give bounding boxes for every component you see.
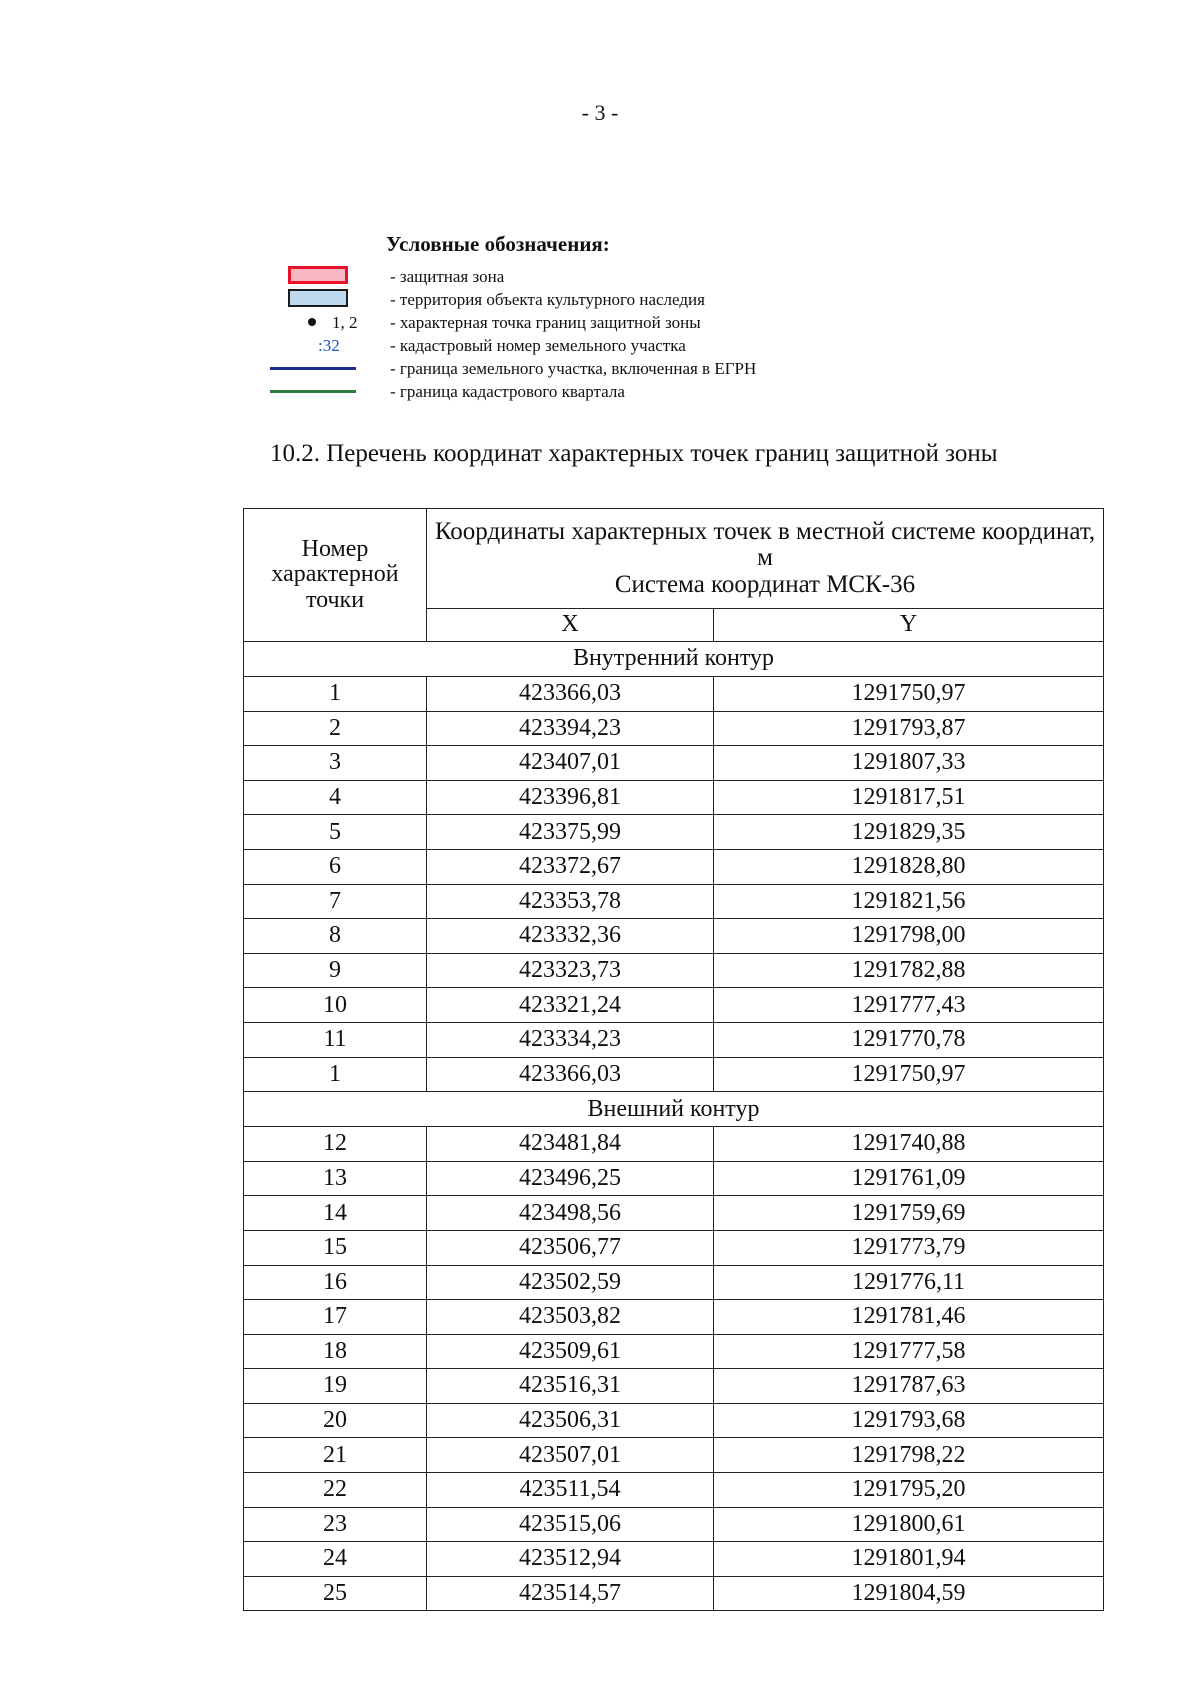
y-coordinate-cell: 1291782,88 <box>714 953 1104 988</box>
y-coordinate-cell: 1291798,22 <box>714 1438 1104 1473</box>
point-number-cell: 15 <box>244 1230 427 1265</box>
point-number-cell: 2 <box>244 711 427 746</box>
y-coordinate-cell: 1291828,80 <box>714 849 1104 884</box>
point-number-cell: 8 <box>244 919 427 954</box>
point-number-cell: 21 <box>244 1438 427 1473</box>
table-body <box>244 642 1104 1611</box>
table-row <box>244 1127 1104 1162</box>
table-row <box>244 953 1104 988</box>
page-number: - 3 - <box>581 100 619 125</box>
legend-item-heritage-territory <box>270 289 910 311</box>
blue-line-icon <box>270 367 356 370</box>
y-coordinate-cell: 1291781,46 <box>714 1300 1104 1335</box>
y-coordinate-cell: 1291793,87 <box>714 711 1104 746</box>
x-coordinate-cell: 423507,01 <box>427 1438 714 1473</box>
legend-item-label: - характерная точка границ защитной зоны <box>390 313 701 332</box>
y-coordinate-cell: 1291777,58 <box>714 1334 1104 1369</box>
legend-item-label: - граница кадастрового квартала <box>390 382 625 401</box>
point-marker-icon <box>308 318 316 326</box>
header-coordinates <box>427 509 1104 609</box>
table-row <box>244 780 1104 815</box>
table-row <box>244 919 1104 954</box>
legend-item-point-marker <box>270 312 910 334</box>
x-coordinate-cell: 423502,59 <box>427 1265 714 1300</box>
table-row <box>244 1369 1104 1404</box>
x-coordinate-cell: 423481,84 <box>427 1127 714 1162</box>
point-number-cell: 20 <box>244 1403 427 1438</box>
y-coordinate-cell: 1291798,00 <box>714 919 1104 954</box>
x-coordinate-cell: 423498,56 <box>427 1196 714 1231</box>
table-row <box>244 711 1104 746</box>
point-number-cell: 17 <box>244 1300 427 1335</box>
point-number-cell: 13 <box>244 1161 427 1196</box>
table-row <box>244 1057 1104 1092</box>
y-coordinate-cell: 1291740,88 <box>714 1127 1104 1162</box>
legend-item-label: - граница земельного участка, включенная в ЕГРН <box>390 359 757 378</box>
y-coordinate-cell: 1291801,94 <box>714 1542 1104 1577</box>
y-coordinate-cell: 1291773,79 <box>714 1230 1104 1265</box>
point-number-cell: 1 <box>244 677 427 712</box>
point-number-cell: 24 <box>244 1542 427 1577</box>
table-row <box>244 849 1104 884</box>
y-coordinate-cell: 1291777,43 <box>714 988 1104 1023</box>
table-row <box>244 1161 1104 1196</box>
point-number-cell: 1 <box>244 1057 427 1092</box>
x-coordinate-cell: 423511,54 <box>427 1473 714 1508</box>
y-coordinate-cell: 1291807,33 <box>714 746 1104 781</box>
x-coordinate-cell: 423503,82 <box>427 1300 714 1335</box>
table-row <box>244 988 1104 1023</box>
x-coordinate-cell: 423515,06 <box>427 1507 714 1542</box>
y-coordinate-cell: 1291776,11 <box>714 1265 1104 1300</box>
legend-title: Условные обозначения: <box>386 232 610 256</box>
table-row <box>244 884 1104 919</box>
legend-item-label: - территория объекта культурного наследия <box>390 290 705 309</box>
y-coordinate-cell: 1291800,61 <box>714 1507 1104 1542</box>
x-coordinate-cell: 423506,31 <box>427 1403 714 1438</box>
x-coordinate-cell: 423509,61 <box>427 1334 714 1369</box>
green-line-icon <box>270 390 356 393</box>
x-coordinate-cell: 423506,77 <box>427 1230 714 1265</box>
point-number-cell: 12 <box>244 1127 427 1162</box>
point-number-cell: 7 <box>244 884 427 919</box>
y-coordinate-cell: 1291817,51 <box>714 780 1104 815</box>
x-coordinate-cell: 423407,01 <box>427 746 714 781</box>
header-coordinate-system: Система координат МСК-36 <box>614 570 916 598</box>
point-number-cell: 23 <box>244 1507 427 1542</box>
table-row <box>244 815 1104 850</box>
x-coordinate-cell: 423366,03 <box>427 677 714 712</box>
x-coordinate-cell: 423396,81 <box>427 780 714 815</box>
x-coordinate-cell: 423394,23 <box>427 711 714 746</box>
point-number-cell: 16 <box>244 1265 427 1300</box>
table-row <box>244 1196 1104 1231</box>
x-coordinate-cell: 423353,78 <box>427 884 714 919</box>
section-heading: 10.2. Перечень координат характерных точек границ защитной зоны <box>270 440 998 467</box>
protective-zone-swatch <box>288 266 348 284</box>
x-coordinate-cell: 423372,67 <box>427 849 714 884</box>
header-point-number: Номер характерной точки <box>244 509 427 642</box>
x-coordinate-cell: 423366,03 <box>427 1057 714 1092</box>
legend-item-label: - защитная зона <box>390 267 505 286</box>
table-row <box>244 1473 1104 1508</box>
y-coordinate-cell: 1291829,35 <box>714 815 1104 850</box>
point-number-cell: 5 <box>244 815 427 850</box>
cadastral-number-sample: :32 <box>318 336 340 355</box>
section-title: Внутренний контур <box>244 642 1104 677</box>
x-coordinate-cell: 423512,94 <box>427 1542 714 1577</box>
table-row <box>244 746 1104 781</box>
section-row <box>244 642 1104 677</box>
y-coordinate-cell: 1291759,69 <box>714 1196 1104 1231</box>
y-coordinate-cell: 1291821,56 <box>714 884 1104 919</box>
point-number-cell: 3 <box>244 746 427 781</box>
y-coordinate-cell: 1291793,68 <box>714 1403 1104 1438</box>
table-row <box>244 1022 1104 1057</box>
point-number-cell: 19 <box>244 1369 427 1404</box>
x-coordinate-cell: 423334,23 <box>427 1022 714 1057</box>
point-number-cell: 11 <box>244 1022 427 1057</box>
table-row <box>244 1300 1104 1335</box>
legend-item-protective-zone <box>270 266 910 288</box>
point-number-cell: 9 <box>244 953 427 988</box>
y-coordinate-cell: 1291804,59 <box>714 1576 1104 1611</box>
x-coordinate-cell: 423332,36 <box>427 919 714 954</box>
x-coordinate-cell: 423496,25 <box>427 1161 714 1196</box>
point-number-cell: 6 <box>244 849 427 884</box>
table-row <box>244 1542 1104 1577</box>
x-coordinate-cell: 423321,24 <box>427 988 714 1023</box>
point-number-cell: 4 <box>244 780 427 815</box>
y-coordinate-cell: 1291770,78 <box>714 1022 1104 1057</box>
point-marker-label: 1, 2 <box>332 313 358 332</box>
table-row <box>244 1507 1104 1542</box>
legend-item-label: - кадастровый номер земельного участка <box>390 336 686 355</box>
header-y: Y <box>714 609 1104 642</box>
y-coordinate-cell: 1291787,63 <box>714 1369 1104 1404</box>
heritage-territory-swatch <box>288 289 348 307</box>
table-row <box>244 1403 1104 1438</box>
x-coordinate-cell: 423375,99 <box>427 815 714 850</box>
y-coordinate-cell: 1291750,97 <box>714 677 1104 712</box>
point-number-cell: 10 <box>244 988 427 1023</box>
header-coordinates-title: Координаты характерных точек в местной системе координат, м <box>434 518 1096 572</box>
y-coordinate-cell: 1291761,09 <box>714 1161 1104 1196</box>
point-number-cell: 18 <box>244 1334 427 1369</box>
legend-item-land-plot-boundary <box>270 358 910 380</box>
header-x: X <box>427 609 714 642</box>
y-coordinate-cell: 1291750,97 <box>714 1057 1104 1092</box>
x-coordinate-cell: 423516,31 <box>427 1369 714 1404</box>
legend-item-cadastral-number <box>270 335 910 357</box>
point-number-cell: 14 <box>244 1196 427 1231</box>
x-coordinate-cell: 423323,73 <box>427 953 714 988</box>
table-row <box>244 1438 1104 1473</box>
point-number-cell: 22 <box>244 1473 427 1508</box>
table-row <box>244 1230 1104 1265</box>
point-number-cell: 25 <box>244 1576 427 1611</box>
table-row <box>244 677 1104 712</box>
table-row <box>244 1334 1104 1369</box>
table-row <box>244 1265 1104 1300</box>
section-title: Внешний контур <box>244 1092 1104 1127</box>
x-coordinate-cell: 423514,57 <box>427 1576 714 1611</box>
section-row <box>244 1092 1104 1127</box>
legend-item-cadastral-quarter-boundary <box>270 381 910 403</box>
table-row <box>244 1576 1104 1611</box>
y-coordinate-cell: 1291795,20 <box>714 1473 1104 1508</box>
coordinates-table <box>243 508 1104 1611</box>
